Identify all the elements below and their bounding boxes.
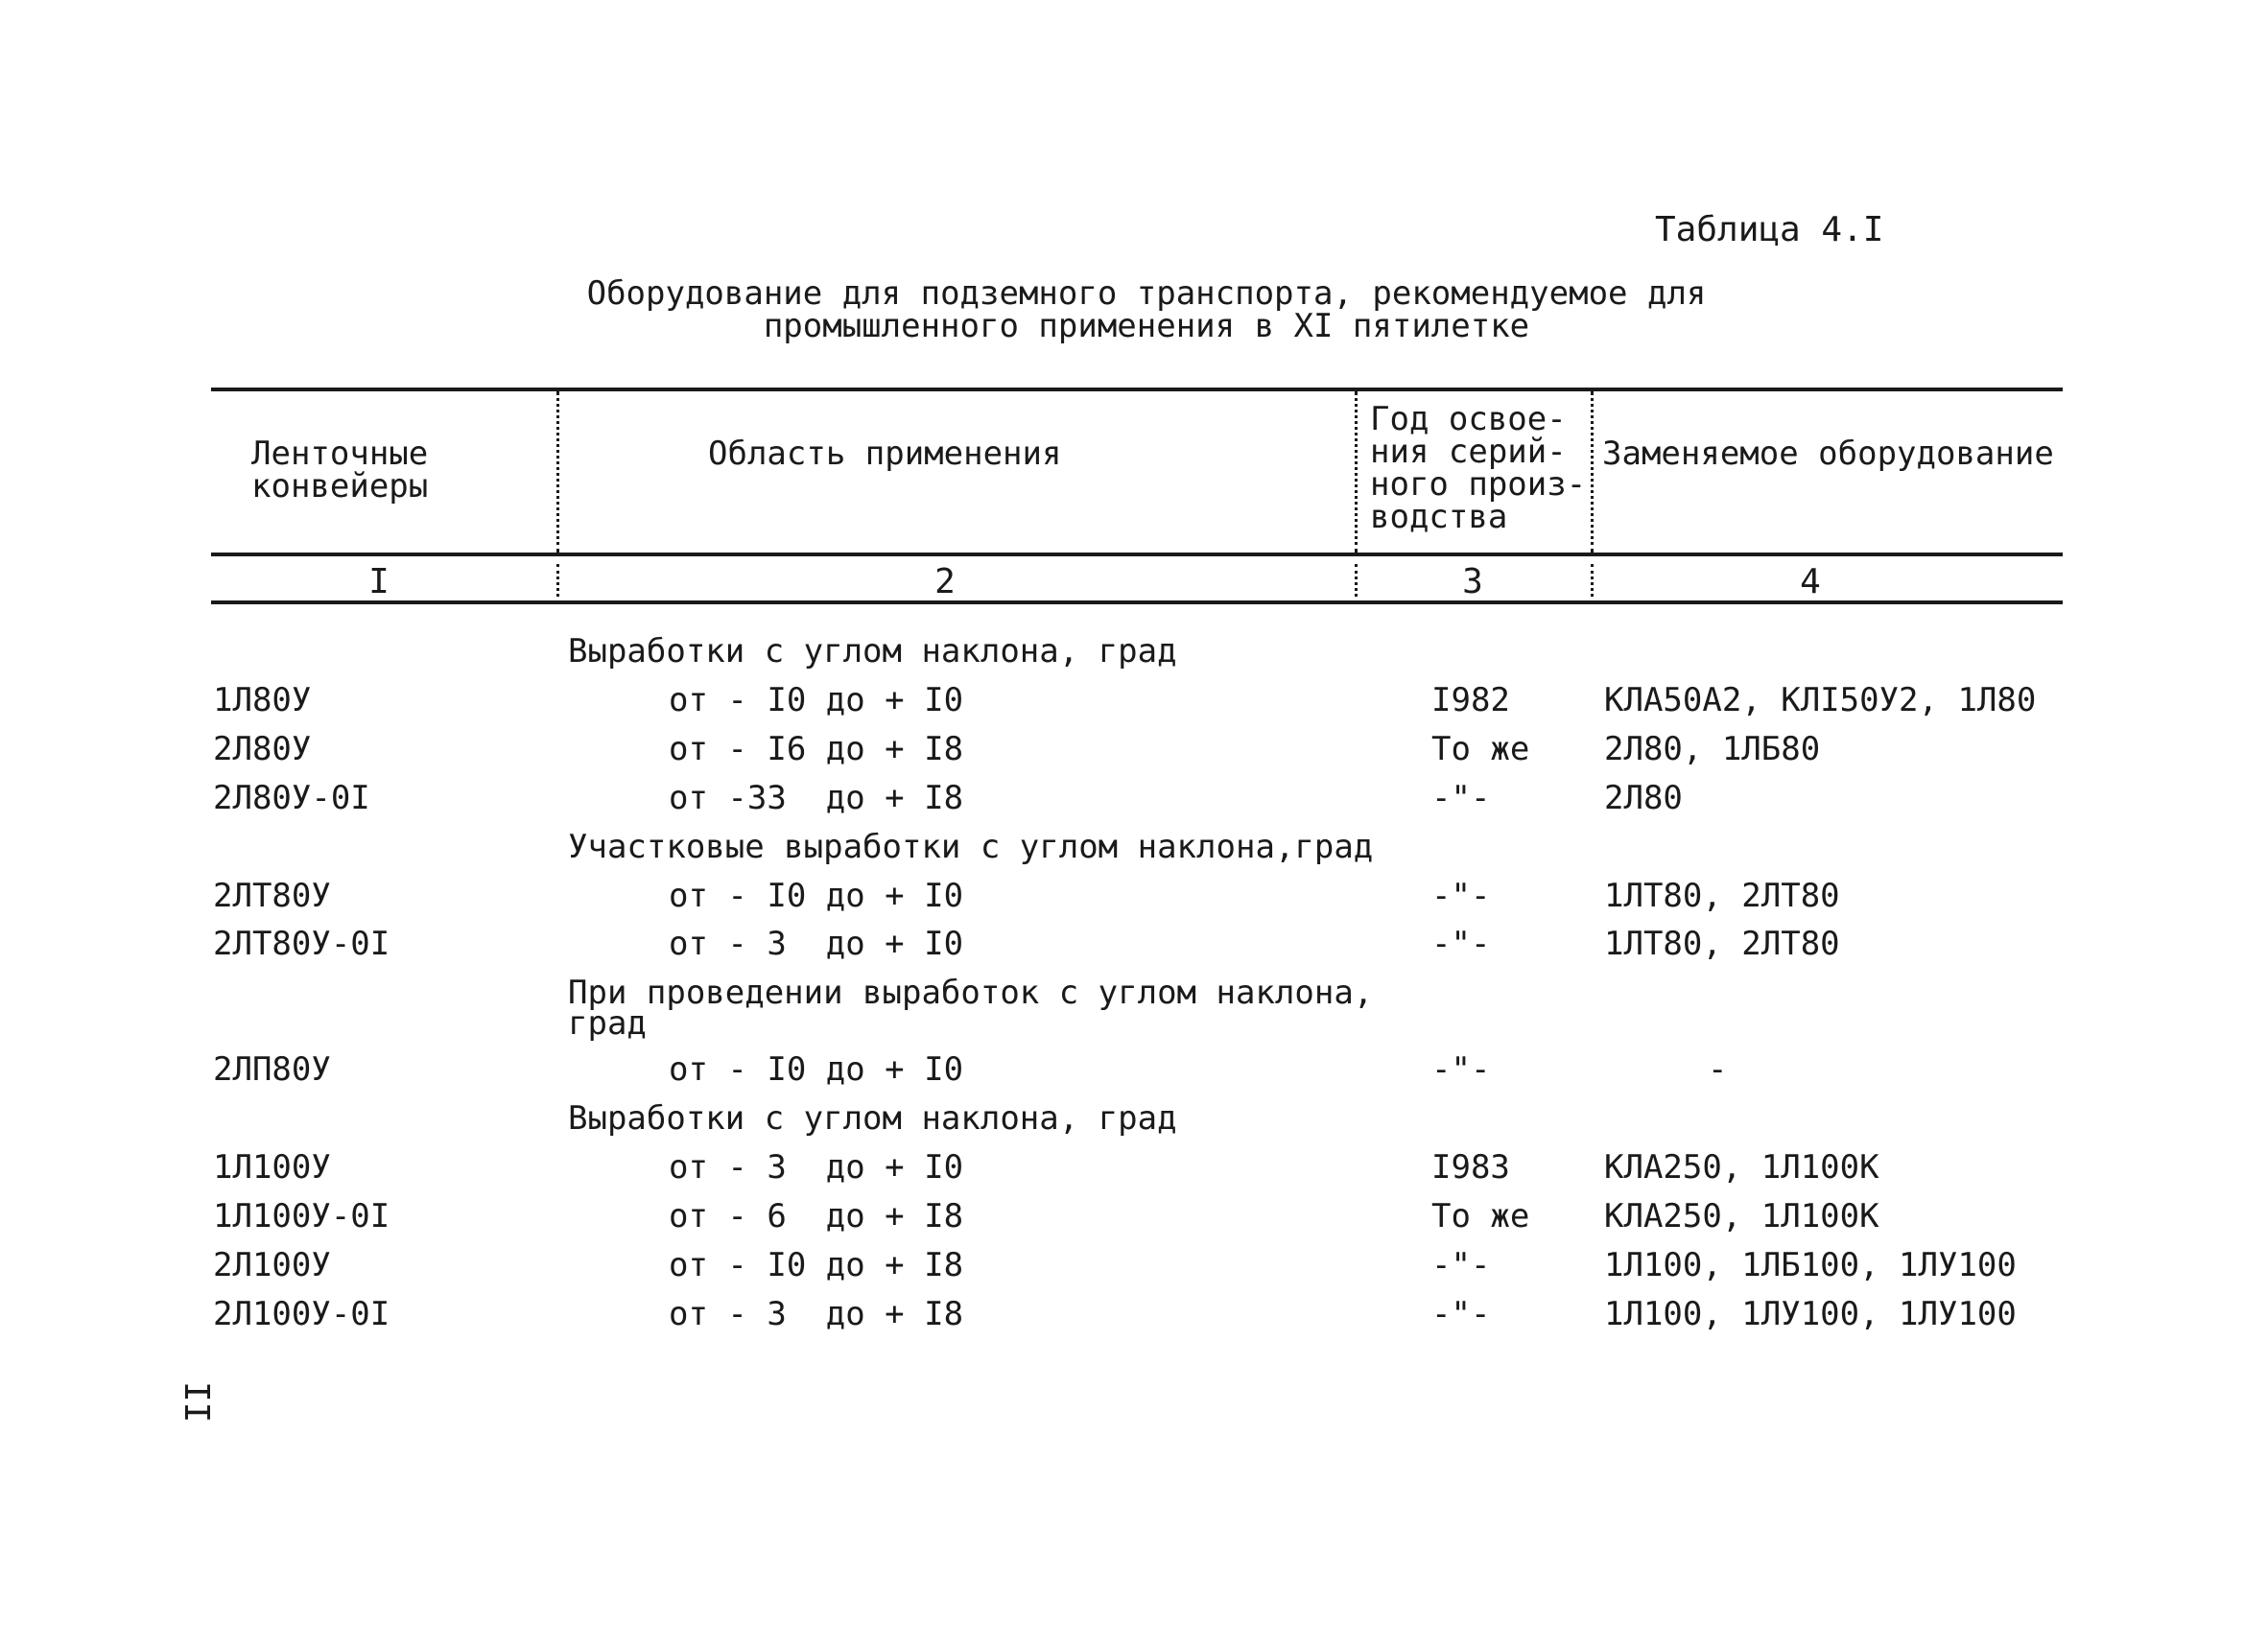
column-number-3: 3 (1462, 562, 1483, 601)
replaced-equipment: 2Л80 (1604, 779, 1683, 817)
production-year: -"- (1431, 1246, 1491, 1284)
header-separator-2 (1355, 391, 1358, 553)
production-year: -"- (1431, 925, 1491, 963)
header-separator-1 (556, 391, 559, 553)
group-heading: Выработки с углом наклона, град (568, 1099, 1177, 1138)
replaced-equipment: 1ЛТ80, 2ЛТ80 (1604, 925, 1840, 963)
header-replaced-equipment: Заменяемое оборудование (1602, 435, 2054, 473)
header-year-line-1: Год освое- (1370, 400, 1567, 438)
column-number-1: I (368, 562, 390, 601)
group-heading: Выработки с углом наклона, град (568, 632, 1177, 671)
replaced-equipment: 1Л100, 1ЛБ100, 1ЛУ100 (1604, 1246, 2017, 1284)
replaced-equipment: КЛА250, 1Л100К (1604, 1148, 1879, 1187)
table-label: Таблица 4.I (1655, 210, 1884, 249)
incline-range: от - I0 до + I0 (669, 877, 964, 915)
header-conveyors-line-2: конвейеры (251, 467, 429, 506)
conveyor-model: 1Л100У (213, 1148, 331, 1187)
column-number-4: 4 (1800, 562, 1821, 601)
conveyor-model: 1Л100У-0I (213, 1197, 390, 1235)
replaced-equipment: 1ЛТ80, 2ЛТ80 (1604, 877, 1840, 915)
header-application-area: Область применения (708, 435, 1062, 473)
incline-range: от - 3 до + I0 (669, 925, 964, 963)
header-conveyors-line-1: Ленточные (251, 435, 429, 473)
replaced-equipment: КЛА250, 1Л100К (1604, 1197, 1879, 1235)
production-year: I983 (1431, 1148, 1510, 1187)
incline-range: от - I6 до + I8 (669, 730, 964, 768)
replaced-equipment: 2Л80, 1ЛБ80 (1604, 730, 1821, 768)
incline-range: от - I0 до + I0 (669, 1050, 964, 1089)
conveyor-model: 2Л100У (213, 1246, 331, 1284)
page-number: II (177, 1381, 216, 1423)
incline-range: от - 6 до + I8 (669, 1197, 964, 1235)
replaced-equipment: 1Л100, 1ЛУ100, 1ЛУ100 (1604, 1295, 2017, 1333)
column-number-2: 2 (934, 562, 956, 601)
conveyor-model: 2ЛТ80У-0I (213, 925, 390, 963)
group-heading-line-2: град (568, 1004, 647, 1043)
number-separator-2 (1355, 564, 1358, 597)
replaced-equipment: - (1708, 1050, 1728, 1089)
conveyor-model: 2Л80У (213, 730, 312, 768)
table-top-rule (211, 388, 2063, 391)
header-separator-3 (1591, 391, 1594, 553)
header-year-line-3: ного произ- (1370, 465, 1587, 504)
header-year-line-4: водства (1370, 498, 1508, 536)
production-year: -"- (1431, 1295, 1491, 1333)
group-heading-line-1: При проведении выработок с углом наклона, (568, 974, 1374, 1012)
incline-range: от - 3 до + I0 (669, 1148, 964, 1187)
group-heading: Участковые выработки с углом наклона,град (568, 828, 1374, 866)
column-numbers-rule (211, 600, 2063, 604)
header-bottom-rule (211, 553, 2063, 556)
table-caption-line-1: Оборудование для подземного транспорта, рекомендуемое для (586, 274, 1707, 313)
incline-range: от -33 до + I8 (669, 779, 964, 817)
incline-range: от - I0 до + I8 (669, 1246, 964, 1284)
production-year: -"- (1431, 877, 1491, 915)
conveyor-model: 2ЛТ80У (213, 877, 331, 915)
conveyor-model: 2Л100У-0I (213, 1295, 390, 1333)
production-year: I982 (1431, 681, 1510, 719)
number-separator-3 (1591, 564, 1594, 597)
production-year: -"- (1431, 779, 1491, 817)
conveyor-model: 1Л80У (213, 681, 312, 719)
production-year: То же (1431, 1197, 1530, 1235)
conveyor-model: 2ЛП80У (213, 1050, 331, 1089)
production-year: То же (1431, 730, 1530, 768)
incline-range: от - 3 до + I8 (669, 1295, 964, 1333)
incline-range: от - I0 до + I0 (669, 681, 964, 719)
table-caption-line-2: промышленного применения в XI пятилетке (763, 307, 1530, 345)
header-year-line-2: ния серий- (1370, 433, 1567, 471)
number-separator-1 (556, 564, 559, 597)
conveyor-model: 2Л80У-0I (213, 779, 370, 817)
replaced-equipment: КЛА50А2, КЛI50У2, 1Л80 (1604, 681, 2037, 719)
production-year: -"- (1431, 1050, 1491, 1089)
